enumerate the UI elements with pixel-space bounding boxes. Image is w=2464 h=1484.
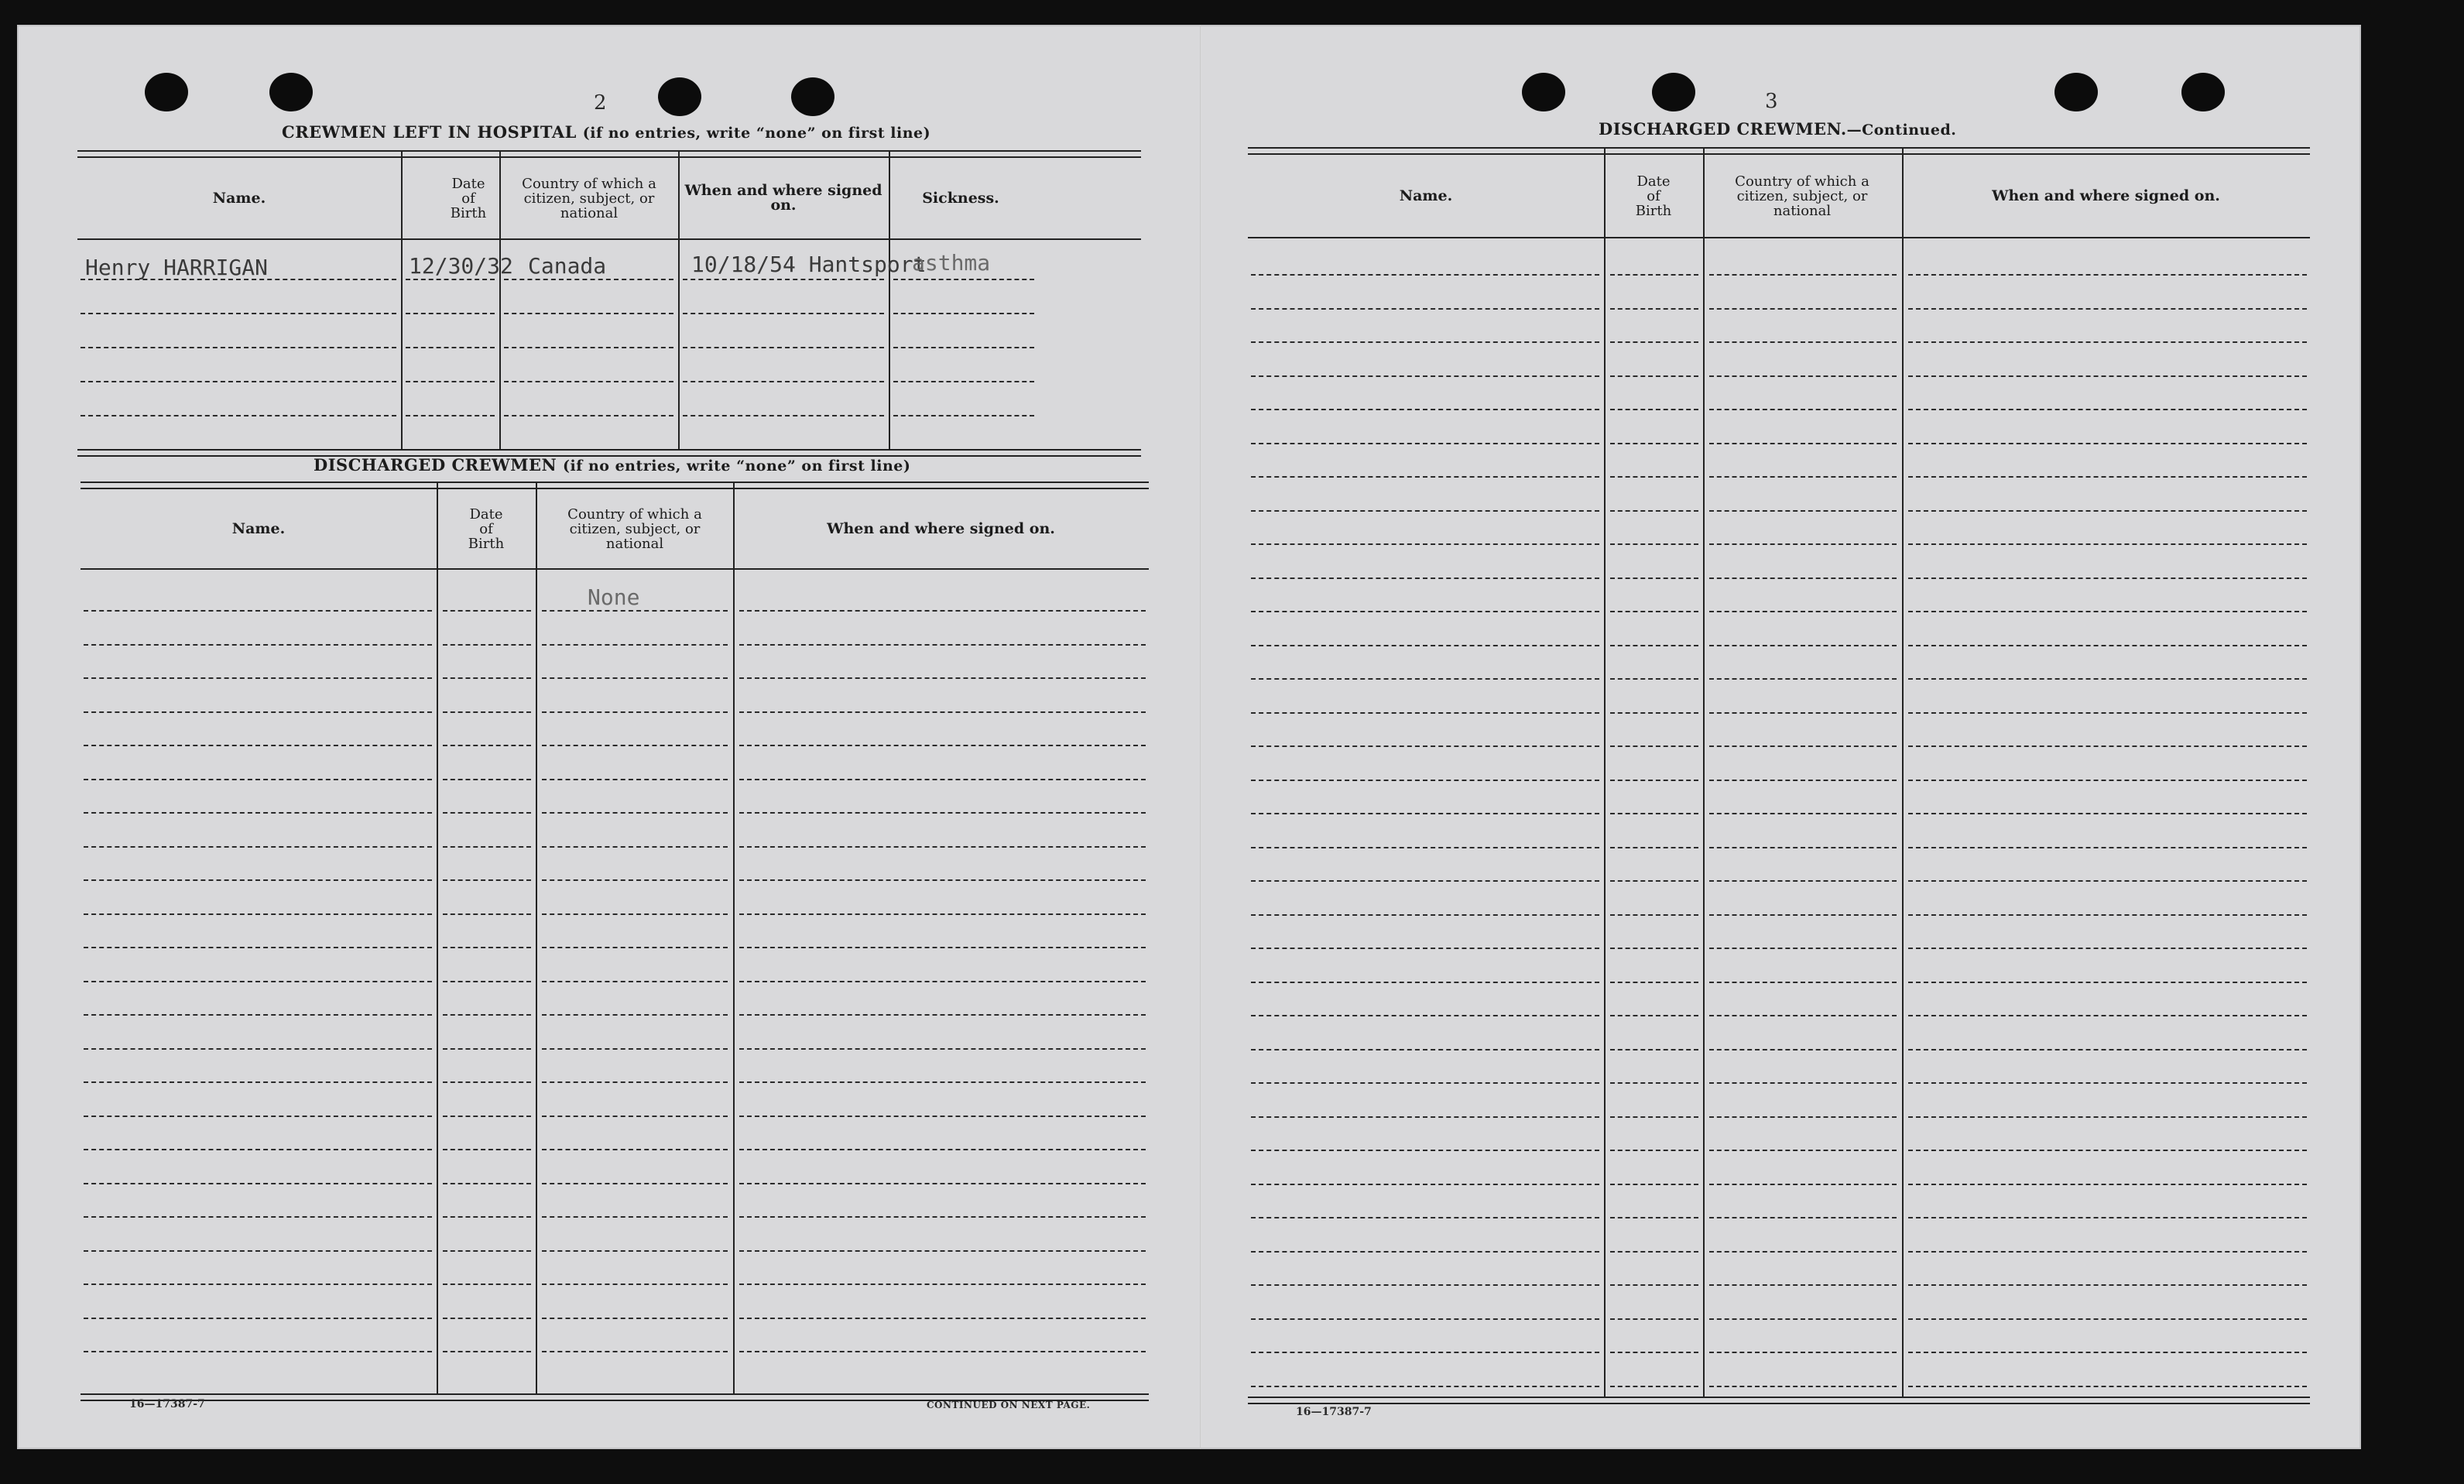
ruled-line bbox=[739, 1250, 1146, 1252]
ruled-line bbox=[1610, 1049, 1698, 1050]
ruled-line bbox=[443, 644, 531, 646]
ruled-line bbox=[1610, 577, 1698, 579]
ruled-line bbox=[1251, 678, 1599, 680]
ruled-line bbox=[739, 812, 1146, 814]
ruled-line bbox=[1610, 880, 1698, 882]
ruled-line bbox=[1908, 1217, 2307, 1218]
discharged-header-dob: Date of Birth bbox=[468, 506, 505, 552]
ruled-line bbox=[84, 610, 432, 612]
ruled-line bbox=[1251, 1251, 1599, 1253]
ruled-line bbox=[542, 745, 728, 746]
ruled-line bbox=[1908, 1318, 2307, 1320]
hospital-header-signed: When and where signed on. bbox=[684, 182, 882, 214]
binder-hole bbox=[1652, 73, 1695, 111]
discharged-continued-suffix: —Continued. bbox=[1846, 122, 1957, 139]
ruled-line bbox=[1709, 1116, 1897, 1118]
ruled-line bbox=[84, 1250, 432, 1252]
ruled-line bbox=[542, 644, 728, 646]
ruled-line bbox=[1610, 813, 1698, 814]
ruled-line bbox=[1709, 1184, 1897, 1185]
ruled-line bbox=[1709, 1386, 1897, 1387]
ruled-line bbox=[1709, 1082, 1897, 1084]
ruled-line bbox=[1610, 1352, 1698, 1353]
ruled-line bbox=[1251, 1116, 1599, 1118]
ruled-line bbox=[542, 1351, 728, 1352]
ruled-line bbox=[1610, 745, 1698, 747]
ruled-line bbox=[1709, 780, 1897, 781]
ruled-line bbox=[1908, 1284, 2307, 1286]
ruled-line bbox=[443, 1116, 531, 1117]
ruled-line bbox=[1610, 678, 1698, 680]
ruled-line bbox=[1610, 443, 1698, 444]
ruled-line bbox=[1610, 409, 1698, 410]
ruled-line bbox=[1709, 880, 1897, 882]
ruled-line bbox=[443, 711, 531, 713]
ruled-line bbox=[1908, 1352, 2307, 1353]
binder-hole bbox=[145, 73, 188, 111]
ruled-line bbox=[1908, 1251, 2307, 1253]
ruled-line bbox=[443, 879, 531, 881]
ruled-line bbox=[1709, 1284, 1897, 1286]
ruled-line bbox=[739, 1116, 1146, 1117]
ruled-line bbox=[1251, 308, 1599, 310]
ruled-line bbox=[443, 677, 531, 679]
ruled-line bbox=[1251, 1318, 1599, 1320]
hospital-header-country: Country of which a citizen, subject, or national bbox=[522, 175, 656, 221]
ruled-line bbox=[1251, 274, 1599, 276]
ruled-line bbox=[1709, 274, 1897, 276]
discharged-header-name: Name. bbox=[231, 519, 286, 537]
ruled-line bbox=[1610, 1386, 1698, 1387]
ruled-line bbox=[542, 1318, 728, 1319]
ruled-line bbox=[84, 1014, 432, 1016]
ruled-line bbox=[1709, 645, 1897, 646]
ruled-line bbox=[1610, 543, 1698, 545]
ruled-line bbox=[443, 1014, 531, 1016]
ruled-line bbox=[1251, 543, 1599, 545]
ruled-line bbox=[1908, 847, 2307, 848]
ruled-line bbox=[1610, 341, 1698, 343]
ruled-line bbox=[84, 981, 432, 982]
ruled-line bbox=[1610, 1082, 1698, 1084]
ruled-line bbox=[1908, 510, 2307, 512]
ruled-line bbox=[542, 677, 728, 679]
continued-header-signed: When and where signed on. bbox=[1992, 187, 2220, 204]
ruled-line bbox=[1908, 341, 2307, 343]
hospital-entry-dob: 12/30/32 bbox=[409, 253, 513, 279]
ruled-line bbox=[1709, 409, 1897, 410]
ruled-line bbox=[1610, 375, 1698, 377]
ruled-line bbox=[1908, 712, 2307, 714]
ruled-line bbox=[542, 1216, 728, 1218]
ruled-line bbox=[84, 779, 432, 780]
ruled-line bbox=[542, 1250, 728, 1252]
ruled-line bbox=[1251, 645, 1599, 646]
ruled-line bbox=[542, 913, 728, 915]
ruled-line bbox=[443, 1250, 531, 1252]
ruled-line bbox=[1251, 813, 1599, 814]
ruled-line bbox=[739, 1216, 1146, 1218]
ruled-line bbox=[443, 947, 531, 948]
ruled-line bbox=[1709, 510, 1897, 512]
ruled-line bbox=[542, 1081, 728, 1083]
ruled-line bbox=[1251, 712, 1599, 714]
hospital-header-name: Name. bbox=[212, 189, 266, 207]
ruled-line bbox=[443, 1048, 531, 1050]
ruled-line bbox=[1251, 880, 1599, 882]
ruled-line bbox=[1251, 409, 1599, 410]
ruled-line bbox=[739, 913, 1146, 915]
page-fold bbox=[1200, 25, 1201, 1449]
ruled-line bbox=[84, 1149, 432, 1150]
ruled-line bbox=[739, 610, 1146, 612]
ruled-line bbox=[1908, 914, 2307, 916]
ruled-line bbox=[1908, 1116, 2307, 1118]
ruled-line bbox=[1709, 476, 1897, 478]
ruled-line bbox=[1908, 880, 2307, 882]
ruled-line bbox=[1610, 1116, 1698, 1118]
discharged-entry-country: None bbox=[588, 584, 640, 610]
ruled-line bbox=[542, 711, 728, 713]
ruled-line bbox=[542, 1183, 728, 1184]
ruled-line bbox=[542, 779, 728, 780]
ruled-line bbox=[739, 1081, 1146, 1083]
ruled-line bbox=[1251, 914, 1599, 916]
ruled-line bbox=[84, 1048, 432, 1050]
form-code-left: 16—17387-7 bbox=[129, 1398, 205, 1410]
ruled-line bbox=[84, 913, 432, 915]
ruled-line bbox=[542, 1116, 728, 1117]
ruled-line bbox=[542, 981, 728, 982]
ruled-line bbox=[739, 1318, 1146, 1319]
ruled-line bbox=[443, 913, 531, 915]
ruled-line bbox=[1610, 274, 1698, 276]
ruled-line bbox=[1610, 1284, 1698, 1286]
ruled-line bbox=[84, 947, 432, 948]
ruled-line bbox=[542, 1014, 728, 1016]
ruled-line bbox=[739, 1048, 1146, 1050]
ruled-line bbox=[1610, 1150, 1698, 1151]
ruled-line bbox=[443, 1318, 531, 1319]
ruled-line bbox=[1908, 409, 2307, 410]
ruled-line bbox=[739, 1284, 1146, 1285]
ruled-line bbox=[1709, 375, 1897, 377]
ruled-line bbox=[1251, 745, 1599, 747]
ruled-line bbox=[1908, 1082, 2307, 1084]
ruled-line bbox=[1251, 341, 1599, 343]
ruled-line bbox=[1610, 982, 1698, 983]
ruled-line bbox=[84, 677, 432, 679]
ruled-line bbox=[1908, 308, 2307, 310]
hospital-entry-sickness: asthma bbox=[912, 250, 991, 276]
ruled-line bbox=[739, 1183, 1146, 1184]
ruled-line bbox=[542, 846, 728, 848]
binder-hole bbox=[2054, 73, 2098, 111]
ruled-line bbox=[1709, 678, 1897, 680]
ruled-line bbox=[1908, 780, 2307, 781]
ruled-line bbox=[542, 1149, 728, 1150]
discharged-continued-title bbox=[1599, 119, 1956, 139]
form-sheet bbox=[17, 25, 2361, 1449]
ruled-line bbox=[1610, 780, 1698, 781]
ruled-line bbox=[1709, 1049, 1897, 1050]
page-number-left: 2 bbox=[594, 91, 607, 115]
ruled-line bbox=[1251, 847, 1599, 848]
ruled-line bbox=[1610, 914, 1698, 916]
hospital-entry-signed: 10/18/54 Hantsport bbox=[691, 252, 927, 277]
ruled-line bbox=[1251, 1049, 1599, 1050]
ruled-line bbox=[542, 812, 728, 814]
ruled-line bbox=[739, 711, 1146, 713]
ruled-line bbox=[443, 779, 531, 780]
ruled-line bbox=[1908, 443, 2307, 444]
ruled-line bbox=[542, 610, 728, 612]
ruled-line bbox=[739, 947, 1146, 948]
discharged-header-country: Country of which a citizen, subject, or national bbox=[567, 506, 702, 552]
ruled-line bbox=[1709, 1015, 1897, 1016]
ruled-line bbox=[1709, 611, 1897, 612]
ruled-line bbox=[1610, 1251, 1698, 1253]
ruled-line bbox=[443, 846, 531, 848]
ruled-line bbox=[1251, 1015, 1599, 1016]
hospital-entry-country: Canada bbox=[528, 253, 607, 279]
ruled-line bbox=[1251, 1217, 1599, 1218]
ruled-line bbox=[443, 981, 531, 982]
ruled-line bbox=[1908, 678, 2307, 680]
ruled-line bbox=[1908, 543, 2307, 545]
continued-header-name: Name. bbox=[1399, 187, 1453, 204]
ruled-line bbox=[443, 1351, 531, 1352]
ruled-line bbox=[84, 644, 432, 646]
ruled-line bbox=[739, 644, 1146, 646]
continued-note: CONTINUED ON NEXT PAGE. bbox=[927, 1400, 1091, 1410]
ruled-line bbox=[1251, 1082, 1599, 1084]
ruled-line bbox=[739, 745, 1146, 746]
binder-hole bbox=[1522, 73, 1565, 111]
ruled-line bbox=[84, 711, 432, 713]
ruled-line bbox=[739, 879, 1146, 881]
ruled-line bbox=[542, 1048, 728, 1050]
ruled-line bbox=[1709, 1251, 1897, 1253]
ruled-line bbox=[84, 745, 432, 746]
discharged-table-left bbox=[81, 482, 1149, 1403]
ruled-line bbox=[1251, 1386, 1599, 1387]
ruled-line bbox=[1610, 510, 1698, 512]
ruled-line bbox=[1709, 1352, 1897, 1353]
hospital-entry-name: Henry HARRIGAN bbox=[85, 255, 269, 280]
ruled-line bbox=[1908, 611, 2307, 612]
hospital-title-note: (if no entries, write “none” on first line) bbox=[582, 125, 931, 142]
ruled-line bbox=[1709, 847, 1897, 848]
ruled-line bbox=[1709, 308, 1897, 310]
ruled-line bbox=[84, 1284, 432, 1285]
ruled-line bbox=[1251, 611, 1599, 612]
binder-hole bbox=[269, 73, 313, 111]
hospital-header-sickness: Sickness. bbox=[922, 189, 999, 207]
ruled-line bbox=[443, 1183, 531, 1184]
ruled-line bbox=[443, 745, 531, 746]
hospital-table bbox=[77, 150, 1141, 457]
ruled-line bbox=[443, 1284, 531, 1285]
ruled-line bbox=[84, 1183, 432, 1184]
ruled-line bbox=[443, 610, 531, 612]
ruled-line bbox=[542, 1284, 728, 1285]
ruled-line bbox=[1610, 712, 1698, 714]
ruled-line bbox=[1908, 745, 2307, 747]
hospital-header-dob: Date of Birth bbox=[450, 175, 487, 221]
ruled-line bbox=[1251, 1150, 1599, 1151]
ruled-line bbox=[1251, 476, 1599, 478]
ruled-line bbox=[1251, 982, 1599, 983]
ruled-line bbox=[1709, 1150, 1897, 1151]
ruled-line bbox=[443, 1081, 531, 1083]
ruled-line bbox=[1908, 1184, 2307, 1185]
ruled-line bbox=[1610, 847, 1698, 848]
discharged-table-right bbox=[1248, 147, 2310, 1409]
binder-hole bbox=[658, 77, 701, 116]
ruled-line bbox=[1251, 780, 1599, 781]
ruled-line bbox=[1908, 1386, 2307, 1387]
discharged-title: DISCHARGED CREWMEN bbox=[314, 455, 557, 475]
ruled-line bbox=[1251, 577, 1599, 579]
ruled-line bbox=[1709, 948, 1897, 949]
ruled-line bbox=[1908, 274, 2307, 276]
ruled-line bbox=[1251, 1184, 1599, 1185]
ruled-line bbox=[1709, 745, 1897, 747]
ruled-line bbox=[1908, 476, 2307, 478]
form-code-right: 16—17387-7 bbox=[1296, 1406, 1372, 1418]
ruled-line bbox=[739, 779, 1146, 780]
ruled-line bbox=[1709, 982, 1897, 983]
ruled-line bbox=[84, 846, 432, 848]
ruled-line bbox=[1610, 1318, 1698, 1320]
ruled-line bbox=[1610, 308, 1698, 310]
ruled-line bbox=[1709, 543, 1897, 545]
ruled-line bbox=[1251, 948, 1599, 949]
ruled-line bbox=[739, 677, 1146, 679]
ruled-line bbox=[739, 981, 1146, 982]
ruled-line bbox=[1908, 375, 2307, 377]
ruled-line bbox=[84, 1216, 432, 1218]
ruled-line bbox=[1908, 645, 2307, 646]
ruled-line bbox=[84, 812, 432, 814]
ruled-line bbox=[1251, 510, 1599, 512]
hospital-section-title bbox=[282, 122, 930, 142]
ruled-line bbox=[1610, 1015, 1698, 1016]
ruled-line bbox=[1908, 1015, 2307, 1016]
binder-hole bbox=[2181, 73, 2225, 111]
binder-hole bbox=[791, 77, 834, 116]
ruled-line bbox=[1251, 1284, 1599, 1286]
ruled-line bbox=[739, 1351, 1146, 1352]
ruled-line bbox=[739, 1014, 1146, 1016]
ruled-line bbox=[84, 1318, 432, 1319]
ruled-line bbox=[1908, 982, 2307, 983]
ruled-line bbox=[542, 879, 728, 881]
discharged-section-title-left bbox=[314, 455, 910, 475]
ruled-line bbox=[1908, 948, 2307, 949]
ruled-line bbox=[1610, 645, 1698, 646]
ruled-line bbox=[1251, 375, 1599, 377]
ruled-line bbox=[1908, 813, 2307, 814]
ruled-line bbox=[1709, 577, 1897, 579]
ruled-line bbox=[84, 1351, 432, 1352]
ruled-line bbox=[1709, 813, 1897, 814]
ruled-line bbox=[739, 1149, 1146, 1150]
ruled-line bbox=[443, 812, 531, 814]
ruled-line bbox=[1610, 1217, 1698, 1218]
ruled-line bbox=[84, 879, 432, 881]
page-number-right: 3 bbox=[1765, 90, 1778, 113]
ruled-line bbox=[1709, 341, 1897, 343]
ruled-line bbox=[1709, 1217, 1897, 1218]
ruled-line bbox=[1709, 443, 1897, 444]
ruled-line bbox=[1908, 1150, 2307, 1151]
continued-header-country: Country of which a citizen, subject, or national bbox=[1735, 173, 1869, 219]
ruled-line bbox=[443, 1216, 531, 1218]
ruled-line bbox=[1610, 476, 1698, 478]
discharged-header-signed: When and where signed on. bbox=[827, 519, 1055, 537]
hospital-title: CREWMEN LEFT IN HOSPITAL bbox=[282, 122, 577, 142]
ruled-line bbox=[1709, 914, 1897, 916]
ruled-line bbox=[1610, 1184, 1698, 1185]
ruled-line bbox=[1908, 1049, 2307, 1050]
ruled-line bbox=[1709, 1318, 1897, 1320]
ruled-line bbox=[1251, 443, 1599, 444]
ruled-line bbox=[1908, 577, 2307, 579]
continued-header-dob: Date of Birth bbox=[1635, 173, 1672, 219]
discharged-title-note: (if no entries, write “none” on first line) bbox=[562, 458, 911, 475]
ruled-line bbox=[1610, 611, 1698, 612]
ruled-line bbox=[542, 947, 728, 948]
ruled-line bbox=[739, 846, 1146, 848]
ruled-line bbox=[443, 1149, 531, 1150]
ruled-line bbox=[1610, 948, 1698, 949]
ruled-line bbox=[1251, 1352, 1599, 1353]
ruled-line bbox=[84, 1116, 432, 1117]
ruled-line bbox=[84, 1081, 432, 1083]
discharged-continued-label: DISCHARGED CREWMEN. bbox=[1599, 119, 1847, 139]
ruled-line bbox=[1709, 712, 1897, 714]
